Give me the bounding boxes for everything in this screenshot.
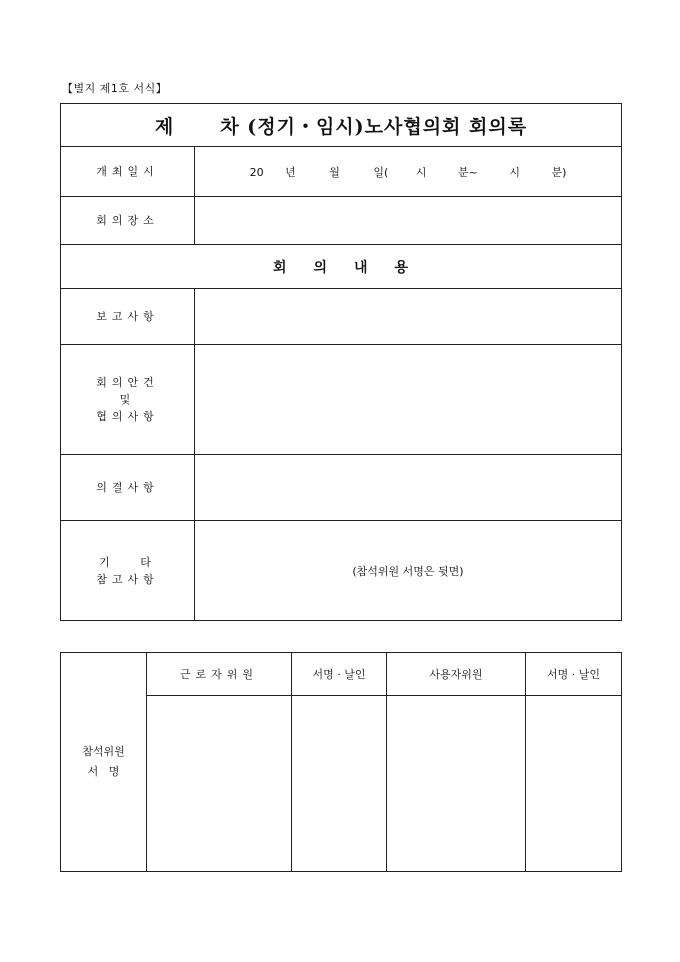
datetime-label: 개최일시: [61, 147, 195, 197]
year-prefix: 20: [249, 165, 264, 179]
meeting-content-header: [61, 245, 622, 289]
minutes-table: [60, 103, 622, 621]
hour-unit-end: 시: [509, 165, 520, 179]
day-unit: 일(: [373, 165, 389, 179]
place-row: [61, 197, 622, 245]
report-label: 보고사항: [61, 289, 195, 345]
hour-unit-start: 시: [415, 165, 427, 179]
worker-sign-header: 서명 · 날인: [292, 653, 387, 696]
other-row: [61, 521, 622, 621]
place-field[interactable]: [195, 197, 622, 245]
employer-sign-cell[interactable]: [526, 696, 622, 872]
other-field[interactable]: [195, 521, 622, 621]
agenda-label-line3: 협의사항: [96, 410, 159, 423]
agenda-field[interactable]: [195, 345, 622, 455]
attendee-label-line2: 서 명: [87, 765, 120, 778]
signature-header-row: [61, 653, 622, 696]
attendee-signature-label: [61, 653, 147, 872]
other-label: [61, 521, 195, 621]
agenda-label: [61, 345, 195, 455]
resolution-label: 의결사항: [61, 455, 195, 521]
title-row: [61, 104, 622, 147]
report-row: [61, 289, 622, 345]
resolution-field[interactable]: [195, 455, 622, 521]
worker-members-header: 근로자위원: [147, 653, 292, 696]
employer-sign-header: 서명 · 날인: [526, 653, 622, 696]
signature-table: [60, 652, 622, 872]
agenda-label-line2: 및: [119, 393, 136, 406]
worker-sign-cell[interactable]: [292, 696, 387, 872]
employer-members-header: 사용자위원: [387, 653, 526, 696]
agenda-label-line1: 회의안건: [96, 376, 159, 389]
section-header-row: [61, 245, 622, 289]
section-char-2: 의: [313, 259, 328, 276]
datetime-row: [61, 147, 622, 197]
agenda-row: [61, 345, 622, 455]
title-ordinal-prefix: 제: [154, 115, 175, 138]
attendee-label-line1: 참석위원: [82, 745, 125, 758]
month-unit: 월: [329, 165, 340, 179]
other-label-line1: 기 타: [99, 555, 156, 569]
year-unit: 년: [285, 165, 296, 179]
signature-note: (참석위원 서명은 뒷면): [352, 564, 464, 578]
section-char-3: 내: [354, 259, 369, 276]
minute-unit-end: 분): [551, 165, 567, 179]
employer-members-cell[interactable]: [387, 696, 526, 872]
title-text: 차 (정기・임시)노사협의회 회의록: [220, 115, 528, 138]
document-title: [61, 104, 622, 147]
section-char-4: 용: [394, 259, 410, 276]
other-label-line2: 참고사항: [96, 572, 159, 586]
minute-unit-start: 분~: [457, 165, 478, 179]
resolution-row: [61, 455, 622, 521]
worker-members-cell[interactable]: [147, 696, 292, 872]
section-char-1: 회: [272, 259, 288, 276]
datetime-field[interactable]: [195, 147, 622, 197]
form-number-label: 【별지 제1호 서식】: [62, 82, 168, 95]
place-label: 회의장소: [61, 197, 195, 245]
report-field[interactable]: [195, 289, 622, 345]
